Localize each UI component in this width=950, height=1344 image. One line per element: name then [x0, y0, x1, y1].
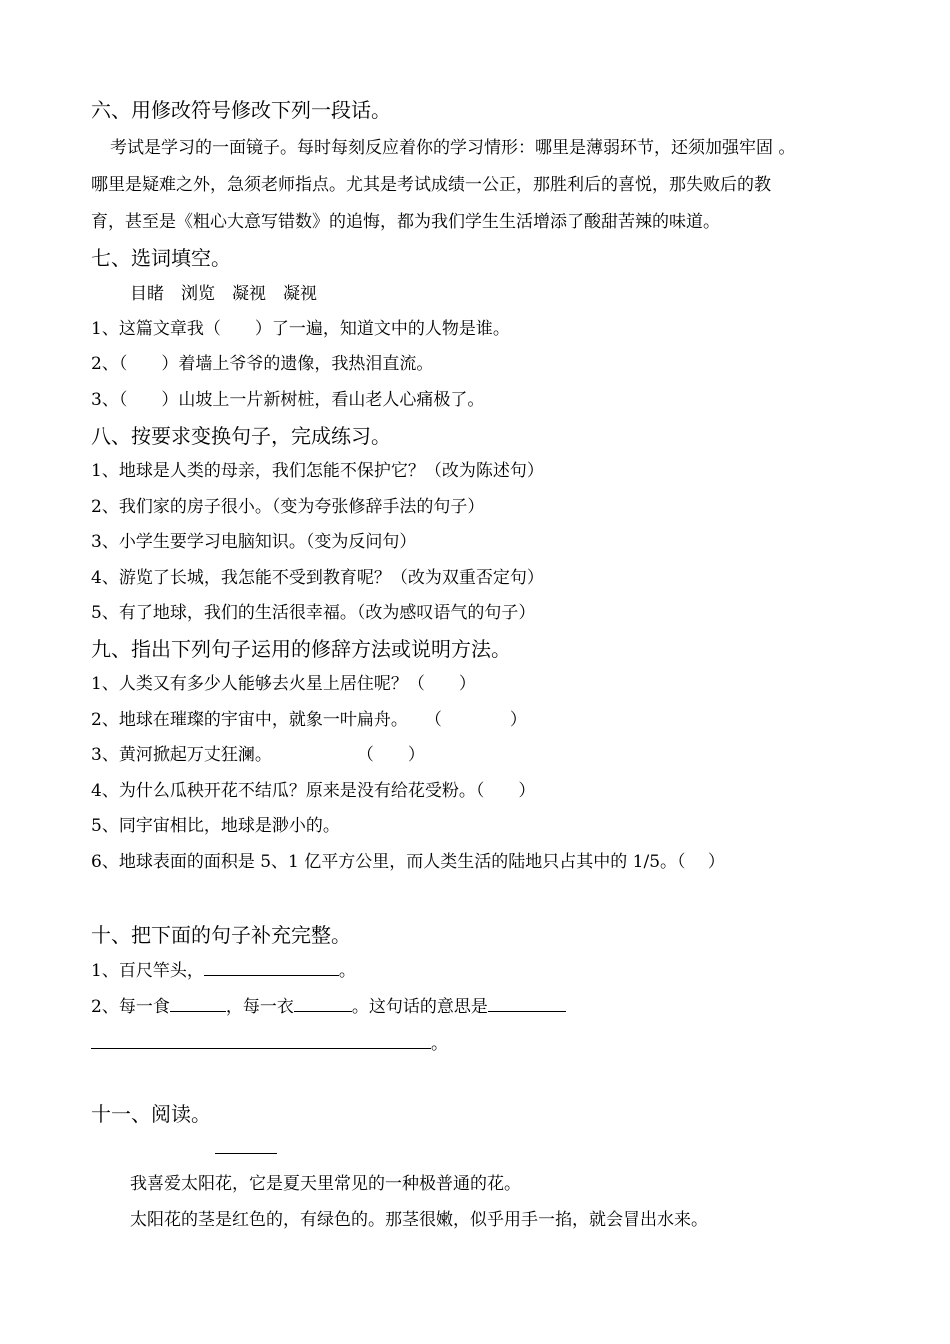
word-choices: 目睹 浏览 凝视 凝视 — [130, 284, 317, 304]
section-11-title: 十一、阅读。 — [91, 1102, 211, 1126]
item-2-part-c: 。这句话的意思是 — [351, 997, 488, 1017]
section-7-item-1: 1、这篇文章我（ ）了一遍，知道文中的人物是谁。 — [91, 319, 510, 339]
fill-blank[interactable] — [91, 1032, 431, 1049]
section-8-item-2: 2、我们家的房子很小。（变为夸张修辞手法的句子） — [91, 497, 485, 517]
section-8-title: 八、按要求变换句子，完成练习。 — [91, 424, 391, 448]
title-blank-line[interactable] — [215, 1153, 277, 1154]
section-9-item-3: 3、黄河掀起万丈狂澜。 （ ） — [91, 745, 425, 765]
section-7-title: 七、选词填空。 — [91, 246, 231, 270]
reading-paragraph-1: 我喜爱太阳花，它是夏天里常见的一种极普通的花。 — [130, 1174, 521, 1194]
fill-blank[interactable] — [488, 995, 566, 1012]
section-10-title: 十、把下面的句子补充完整。 — [91, 923, 351, 947]
item-2-part-a: 2、每一食 — [91, 997, 170, 1017]
section-9-title: 九、指出下列句子运用的修辞方法或说明方法。 — [91, 637, 511, 661]
section-9-item-1: 1、人类又有多少人能够去火星上居住呢？（ ） — [91, 674, 476, 694]
section-10-item-2 — [91, 995, 566, 1018]
item-1-suffix: 。 — [338, 961, 356, 981]
section-10-item-2-continued — [91, 1032, 448, 1055]
section-8-item-3: 3、小学生要学习电脑知识。（变为反问句） — [91, 532, 417, 552]
section-9-item-6: 6、地球表面的面积是 5、1 亿平方公里，而人类生活的陆地只占其中的 1/5。（ ） — [91, 852, 725, 872]
section-8-item-4: 4、游览了长城，我怎能不受到教育呢？（改为双重否定句） — [91, 568, 544, 588]
section-10-item-1 — [91, 959, 356, 982]
section-6-line-1: 考试是学习的一面镜子。每时每刻反应着你的学习情形：哪里是薄弱环节，还须加强牢固 。 — [110, 138, 796, 158]
section-9-item-4: 4、为什么瓜秧开花不结瓜？原来是没有给花受粉。（ ） — [91, 781, 536, 801]
item-2-part-b: ，每一衣 — [225, 997, 294, 1017]
item-1-prefix: 1、百尺竿头， — [91, 961, 204, 981]
section-7-item-2: 2、（ ）着墙上爷爷的遗像，我热泪直流。 — [91, 354, 434, 374]
section-9-item-5: 5、同宇宙相比，地球是渺小的。 — [91, 816, 340, 836]
section-8-item-1: 1、地球是人类的母亲，我们怎能不保护它？（改为陈述句） — [91, 461, 544, 481]
section-6-line-2: 哪里是疑难之外，急须老师指点。尤其是考试成绩一公正，那胜利后的喜悦，那失败后的教 — [91, 175, 771, 195]
section-6-title: 六、用修改符号修改下列一段话。 — [91, 98, 391, 122]
section-7-item-3: 3、（ ）山坡上一片新树桩，看山老人心痛极了。 — [91, 390, 485, 410]
fill-blank[interactable] — [294, 995, 352, 1012]
fill-blank[interactable] — [204, 959, 339, 976]
section-8-item-5: 5、有了地球，我们的生活很幸福。（改为感叹语气的句子） — [91, 603, 536, 623]
item-2-end: 。 — [431, 1034, 448, 1054]
reading-paragraph-2: 太阳花的茎是红色的，有绿色的。那茎很嫩，似乎用手一掐，就会冒出水来。 — [130, 1210, 708, 1230]
section-9-item-2: 2、地球在璀璨的宇宙中，就象一叶扁舟。 （ ） — [91, 710, 527, 730]
section-6-line-3: 育，甚至是《粗心大意写错数》的追悔，都为我们学生生活增添了酸甜苦辣的味道。 — [91, 212, 720, 232]
fill-blank[interactable] — [170, 995, 226, 1012]
